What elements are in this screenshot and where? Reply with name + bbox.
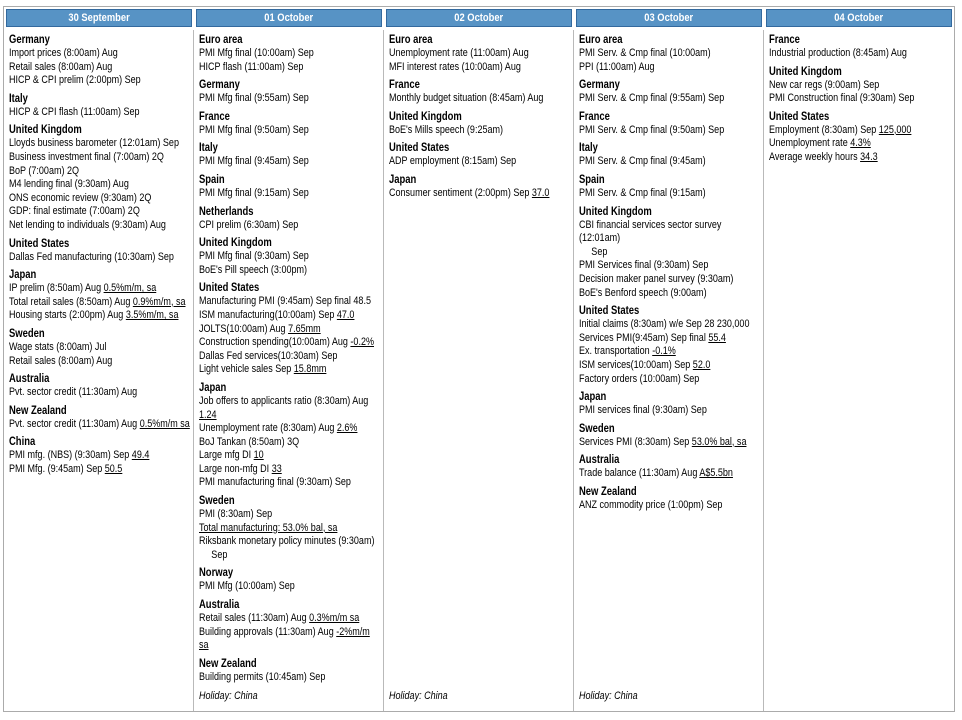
event-line: Building permits (10:45am) Sep <box>199 670 326 683</box>
date-header <box>386 9 572 27</box>
country-label: United States <box>389 142 450 155</box>
country-label: France <box>389 79 420 92</box>
country-group <box>9 268 191 323</box>
event-line: PMI Serv. & Cmp final (9:55am) Sep <box>579 92 725 105</box>
country-group <box>579 141 761 169</box>
calendar-column <box>194 7 384 711</box>
event-line: GDP: final estimate (7:00am) 2Q <box>9 205 140 218</box>
country-group <box>199 236 381 277</box>
country-label: Japan <box>9 269 37 282</box>
event-line: PMI Services final (9:30am) Sep <box>579 259 709 272</box>
event-value: 49.4 <box>131 449 150 462</box>
country-label: Australia <box>579 454 620 467</box>
country-label: United States <box>9 237 70 250</box>
country-label: Spain <box>579 173 605 186</box>
calendar-column <box>764 7 954 711</box>
event-value: -0.2% <box>350 336 375 349</box>
event-line: BoE's Pill speech (3:00pm) <box>199 263 308 276</box>
event-value: A$5.5bn <box>699 467 733 480</box>
country-label: United Kingdom <box>199 237 272 250</box>
country-label: Sweden <box>199 495 235 508</box>
country-group <box>9 237 191 265</box>
event-line: MFI interest rates (10:00am) Aug <box>389 60 521 73</box>
country-label: Netherlands <box>199 205 254 218</box>
event-value: 1.24 <box>199 408 217 421</box>
holiday-note: Holiday: China <box>199 690 258 702</box>
country-group <box>579 78 761 106</box>
event-value: 15.8mm <box>293 363 327 376</box>
event-line: CPI prelim (6:30am) Sep <box>199 218 299 231</box>
event-line: Light vehicle sales Sep 15.8mm <box>199 363 327 376</box>
country-group <box>9 327 191 368</box>
event-value: 7.65mm <box>288 322 321 335</box>
event-line: Sep <box>211 548 228 561</box>
country-group <box>9 404 191 432</box>
event-line: HICP flash (11:00am) Sep <box>199 60 304 73</box>
country-label: Germany <box>199 79 240 92</box>
country-group <box>199 173 381 201</box>
event-line: Employment (8:30am) Sep 125,000 <box>769 123 912 136</box>
event-line: PMI Mfg. (9:45am) Sep 50.5 <box>9 462 123 475</box>
event-line: Net lending to individuals (9:30am) Aug <box>9 218 166 231</box>
event-value: 33 <box>271 462 282 475</box>
country-group <box>579 390 761 418</box>
event-line: PMI Mfg final (9:50am) Sep <box>199 123 309 136</box>
country-label: Norway <box>199 567 234 580</box>
event-line: Unemployment rate 4.3% <box>769 137 871 150</box>
event-line: PMI Serv. & Cmp final (9:50am) Sep <box>579 123 725 136</box>
country-group <box>9 123 191 232</box>
country-group <box>389 78 571 106</box>
event-value: 0.9%m/m, sa <box>132 295 186 308</box>
country-label: United Kingdom <box>769 65 842 78</box>
column-body <box>764 30 954 711</box>
country-group <box>9 92 191 120</box>
country-group <box>199 33 381 74</box>
event-line: PMI Mfg final (9:30am) Sep <box>199 250 309 263</box>
country-label: Euro area <box>579 34 623 46</box>
event-value: 125,000 <box>878 123 912 136</box>
country-label: New Zealand <box>579 485 637 498</box>
event-line: PPI (11:00am) Aug <box>579 60 655 73</box>
country-group <box>389 33 571 74</box>
country-group <box>579 453 761 481</box>
country-group <box>9 435 191 476</box>
event-line: Sep <box>591 245 608 258</box>
country-group <box>199 494 381 562</box>
event-line: BoP (7:00am) 2Q <box>9 164 80 177</box>
column-body <box>4 30 194 711</box>
country-group <box>389 173 571 201</box>
country-label: Sweden <box>9 327 45 340</box>
event-line: PMI Mfg final (9:15am) Sep <box>199 186 309 199</box>
country-label: Euro area <box>199 34 243 46</box>
country-group <box>389 141 571 169</box>
economic-calendar-table <box>3 6 955 712</box>
country-group <box>9 33 191 88</box>
event-line: Manufacturing PMI (9:45am) Sep final 48.5 <box>199 295 371 308</box>
event-line: Large non-mfg DI 33 <box>199 462 282 475</box>
event-line: ANZ commodity price (1:00pm) Sep <box>579 498 723 511</box>
event-line: BoE's Mills speech (9:25am) <box>389 123 504 136</box>
event-line: Decision maker panel survey (9:30am) <box>579 272 734 285</box>
country-label: New Zealand <box>199 657 257 670</box>
date-header <box>576 9 762 27</box>
event-line: Riksbank monetary policy minutes (9:30am) <box>199 535 375 548</box>
country-label: Italy <box>9 92 28 105</box>
event-line: CBI financial services sector survey (12:01am) <box>579 218 722 245</box>
event-line: PMI Serv. & Cmp final (9:45am) <box>579 155 706 168</box>
country-group <box>579 485 761 513</box>
country-group <box>199 78 381 106</box>
country-label: Italy <box>199 142 218 155</box>
country-label: United Kingdom <box>9 124 82 137</box>
event-line: Dallas Fed manufacturing (10:30am) Sep <box>9 250 174 263</box>
date-header-label: 04 October <box>834 12 884 24</box>
event-line: Pvt. sector credit (11:30am) Aug <box>9 386 138 399</box>
event-line: Trade balance (11:30am) Aug A$5.5bn <box>579 467 733 480</box>
event-line: ADP employment (8:15am) Sep <box>389 155 517 168</box>
event-value: 3.5%m/m, sa <box>125 309 179 322</box>
event-line: ONS economic review (9:30am) 2Q <box>9 191 152 204</box>
event-line: Dallas Fed services(10:30am) Sep <box>199 349 338 362</box>
event-line: Retail sales (8:00am) Aug <box>9 354 113 367</box>
country-label: United States <box>769 110 830 123</box>
event-value: 0.5%m/m sa <box>139 417 190 430</box>
event-line: PMI manufacturing final (9:30am) Sep <box>199 476 351 489</box>
event-line: Total retail sales (8:50am) Aug 0.9%m/m, sa <box>9 295 186 308</box>
country-group <box>769 110 952 165</box>
event-line: PMI Serv. & Cmp final (10:00am) <box>579 47 711 59</box>
event-line: Large mfg DI 10 <box>199 449 264 462</box>
date-header-label: 01 October <box>264 12 314 24</box>
event-line: Services PMI (8:30am) Sep 53.0% bal, sa <box>579 435 747 448</box>
event-line: BoE's Benford speech (9:00am) <box>579 286 707 299</box>
country-group <box>389 110 571 138</box>
event-line: BoJ Tankan (8:50am) 3Q <box>199 435 300 448</box>
event-value: 52.0 <box>692 358 711 371</box>
event-value: -2%m/m sa <box>199 625 370 652</box>
country-group <box>579 110 761 138</box>
date-header <box>766 9 952 27</box>
event-line: PMI services final (9:30am) Sep <box>579 404 707 417</box>
event-value: 53.0% bal, sa <box>691 435 747 448</box>
country-group <box>199 110 381 138</box>
event-line: Housing starts (2:00pm) Aug 3.5%m/m, sa <box>9 309 179 322</box>
country-group <box>579 33 761 74</box>
country-group <box>769 33 952 61</box>
event-line <box>199 522 381 536</box>
event-line: Services PMI(9:45am) Sep final 55.4 <box>579 331 726 344</box>
event-line: Pvt. sector credit (11:30am) Aug 0.5%m/m sa <box>9 417 190 430</box>
event-line: HICP & CPI prelim (2:00pm) Sep <box>9 74 141 87</box>
date-header-label: 30 September <box>68 12 130 24</box>
event-line: ISM manufacturing(10:00am) Sep 47.0 <box>199 308 355 321</box>
event-value: 37.0 <box>531 186 550 199</box>
event-line: Wage stats (8:00am) Jul <box>9 340 107 353</box>
country-label: France <box>579 110 610 123</box>
event-line: PMI Mfg final (9:45am) Sep <box>199 155 309 168</box>
column-body <box>384 30 574 711</box>
date-header <box>6 9 192 27</box>
country-group <box>579 205 761 301</box>
event-line: Lloyds business barometer (12:01am) Sep <box>9 137 179 150</box>
event-line: Retail sales (8:00am) Aug <box>9 60 113 73</box>
event-value: -0.1% <box>652 345 676 358</box>
country-label: United States <box>199 282 260 295</box>
country-group <box>199 657 381 685</box>
event-line: Consumer sentiment (2:00pm) Sep 37.0 <box>389 186 550 199</box>
event-line: Business investment final (7:00am) 2Q <box>9 150 164 163</box>
country-label: Spain <box>199 173 225 186</box>
country-label: New Zealand <box>9 404 67 417</box>
country-group <box>199 205 381 233</box>
event-line: Unemployment rate (8:30am) Aug 2.6% <box>199 422 358 435</box>
event-value: Total manufacturing: 53.0% bal, sa <box>199 521 338 534</box>
event-line: Construction spending(10:00am) Aug -0.2% <box>199 336 375 349</box>
country-group <box>199 141 381 169</box>
country-label: Australia <box>9 373 50 386</box>
country-label: Sweden <box>579 422 615 435</box>
event-value: 4.3% <box>850 137 871 150</box>
event-line: Factory orders (10:00am) Sep <box>579 372 700 385</box>
country-label: Germany <box>9 34 50 46</box>
event-line: Unemployment rate (11:00am) Aug <box>389 47 529 59</box>
country-group <box>579 422 761 450</box>
country-label: Italy <box>579 142 598 155</box>
country-label: Australia <box>199 599 240 612</box>
column-body <box>574 30 764 711</box>
event-line: PMI Construction final (9:30am) Sep <box>769 92 915 105</box>
event-value: 10 <box>253 449 264 462</box>
country-label: Japan <box>199 381 227 394</box>
event-value: 47.0 <box>336 308 355 321</box>
country-label: France <box>769 34 800 46</box>
event-value: 0.3%m/m sa <box>309 612 360 625</box>
country-group <box>199 281 381 377</box>
event-line: New car regs (9:00am) Sep <box>769 78 880 91</box>
country-label: United Kingdom <box>389 110 462 123</box>
country-label: Japan <box>389 173 417 186</box>
date-header <box>196 9 382 27</box>
event-line: PMI Mfg final (9:55am) Sep <box>199 92 309 105</box>
country-label: Euro area <box>389 34 433 46</box>
holiday-note: Holiday: China <box>389 690 448 702</box>
event-line: ISM services(10:00am) Sep 52.0 <box>579 358 711 371</box>
event-line: HICP & CPI flash (11:00am) Sep <box>9 105 140 118</box>
calendar-column <box>574 7 764 711</box>
country-label: United States <box>579 305 640 318</box>
date-header-label: 02 October <box>454 12 504 24</box>
event-line: Industrial production (8:45am) Aug <box>769 47 907 59</box>
calendar-column <box>384 7 574 711</box>
country-group <box>769 65 952 106</box>
event-line: Ex. transportation -0.1% <box>579 345 676 358</box>
event-value: 34.3 <box>860 150 878 163</box>
country-label: Japan <box>579 391 607 404</box>
country-group <box>199 566 381 594</box>
country-label: China <box>9 436 36 449</box>
country-label: France <box>199 110 230 123</box>
event-value: 50.5 <box>104 462 123 475</box>
event-line: Import prices (8:00am) Aug <box>9 47 118 59</box>
event-line: PMI Serv. & Cmp final (9:15am) <box>579 186 706 199</box>
event-line: M4 lending final (9:30am) Aug <box>9 178 129 191</box>
event-line: Average weekly hours 34.3 <box>769 150 878 163</box>
country-group <box>579 304 761 386</box>
country-label: Germany <box>579 79 620 92</box>
event-line: PMI mfg. (NBS) (9:30am) Sep 49.4 <box>9 449 150 462</box>
holiday-note: Holiday: China <box>579 690 638 702</box>
country-group <box>9 372 191 400</box>
country-group <box>199 598 381 653</box>
date-header-label: 03 October <box>644 12 694 24</box>
event-line: Job offers to applicants ratio (8:30am) Aug 1.24 <box>199 394 369 421</box>
event-line: PMI Mfg final (10:00am) Sep <box>199 47 314 59</box>
country-label: United Kingdom <box>579 205 652 218</box>
event-line: Monthly budget situation (8:45am) Aug <box>389 92 544 105</box>
event-line: IP prelim (8:50am) Aug 0.5%m/m, sa <box>9 282 157 295</box>
calendar-column <box>4 7 194 711</box>
event-line: Retail sales (11:30am) Aug 0.3%m/m sa <box>199 612 360 625</box>
event-line: Initial claims (8:30am) w/e Sep 28 230,000 <box>579 318 750 331</box>
event-line: JOLTS(10:00am) Aug 7.65mm <box>199 322 321 335</box>
country-group <box>579 173 761 201</box>
event-line: PMI (8:30am) Sep <box>199 508 273 521</box>
event-line: PMI Mfg (10:00am) Sep <box>199 580 295 593</box>
event-value: 2.6% <box>336 422 358 435</box>
column-body <box>194 30 384 711</box>
country-group <box>199 381 381 490</box>
event-line: Building approvals (11:30am) Aug -2%m/m sa <box>199 625 370 652</box>
event-value: 55.4 <box>708 331 726 344</box>
event-value: 0.5%m/m, sa <box>103 282 157 295</box>
